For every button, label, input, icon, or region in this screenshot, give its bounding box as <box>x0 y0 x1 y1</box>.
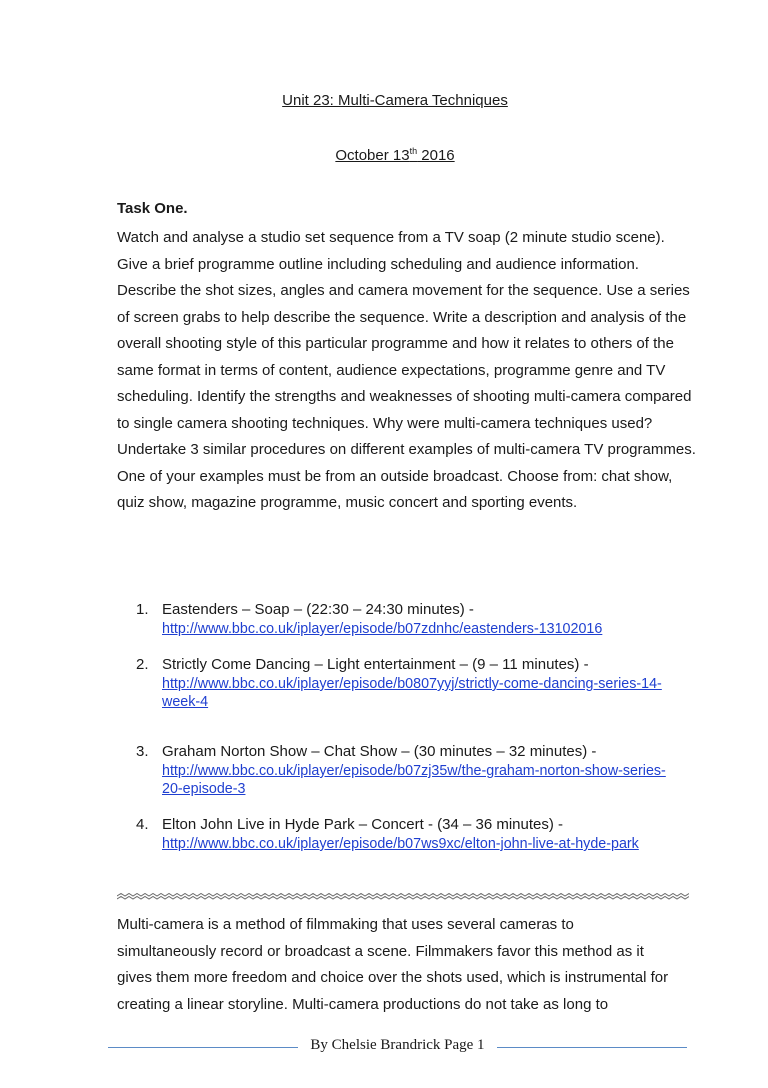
page-footer <box>0 1035 768 1059</box>
list-item-title: Elton John Live in Hyde Park – Concert - (34 – 36 minutes) - <box>162 816 564 833</box>
list-item-title: Eastenders – Soap – (22:30 – 24:30 minutes) - <box>162 601 474 618</box>
body-paragraph: Multi-camera is a method of filmmaking that uses several cameras to simultaneously record or broadcast a scene. Filmmakers favor this method as it gives them more freedom and choice over the shots used, which is instrumental for creating a linear storyline. Multi-camera productions do not take as long to <box>117 916 669 1013</box>
list-item-link[interactable]: http://www.bbc.co.uk/iplayer/episode/b0807yyj/strictly-come-dancing-series-14-week-4 <box>162 676 662 710</box>
wavy-divider <box>117 893 689 903</box>
list-item-number: 4. <box>136 816 149 833</box>
list-item-title: Graham Norton Show – Chat Show – (30 minutes – 32 minutes) - <box>162 743 597 760</box>
date-suffix: th <box>409 146 418 156</box>
document-date <box>0 146 768 164</box>
list-item-number: 2. <box>136 656 149 673</box>
list-item-number: 3. <box>136 743 149 760</box>
date-year: 2016 <box>417 147 455 164</box>
footer-text: By Chelsie Brandrick Page 1 <box>310 1037 485 1053</box>
list-item-number: 1. <box>136 601 149 618</box>
date-day: October 13 <box>335 147 410 164</box>
list-item-link[interactable]: http://www.bbc.co.uk/iplayer/episode/b07zj35w/the-graham-norton-show-series-20-episode-3 <box>162 763 666 797</box>
footer-rule-left <box>108 1047 298 1048</box>
task-description <box>117 225 697 517</box>
list-item-link[interactable]: http://www.bbc.co.uk/iplayer/episode/b07zdnhc/eastenders-13102016 <box>162 621 603 637</box>
list-item-title: Strictly Come Dancing – Light entertainment – (9 – 11 minutes) - <box>162 656 589 673</box>
document-title: Unit 23: Multi-Camera Techniques <box>282 92 508 109</box>
task-heading: Task One. <box>117 200 188 217</box>
task-paragraph-1: Watch and analyse a studio set sequence from a TV soap (2 minute studio scene). Give a brief programme outline including scheduling and audience information. Describe the shot sizes, angles and camera movement for the sequence. Use a series of screen grabs to help describe the sequence. Write a description and analysis of the overall shooting style of this particular programme and how it relates to others of the same format in terms of content, audience expectations, programme genre and TV scheduling. Identify the strengths and weaknesses of shooting multi-camera compared to single camera shooting techniques. Why were multi-camera techniques used? <box>117 229 692 432</box>
list-item-link[interactable]: http://www.bbc.co.uk/iplayer/episode/b07ws9xc/elton-john-live-at-hyde-park <box>162 836 639 852</box>
footer-rule-right <box>497 1047 687 1048</box>
task-paragraph-2: Undertake 3 similar procedures on different examples of multi-camera TV programmes. One of your examples must be from an outside broadcast. Choose from: chat show, quiz show, magazine programme, music concert and sporting events. <box>117 441 696 511</box>
